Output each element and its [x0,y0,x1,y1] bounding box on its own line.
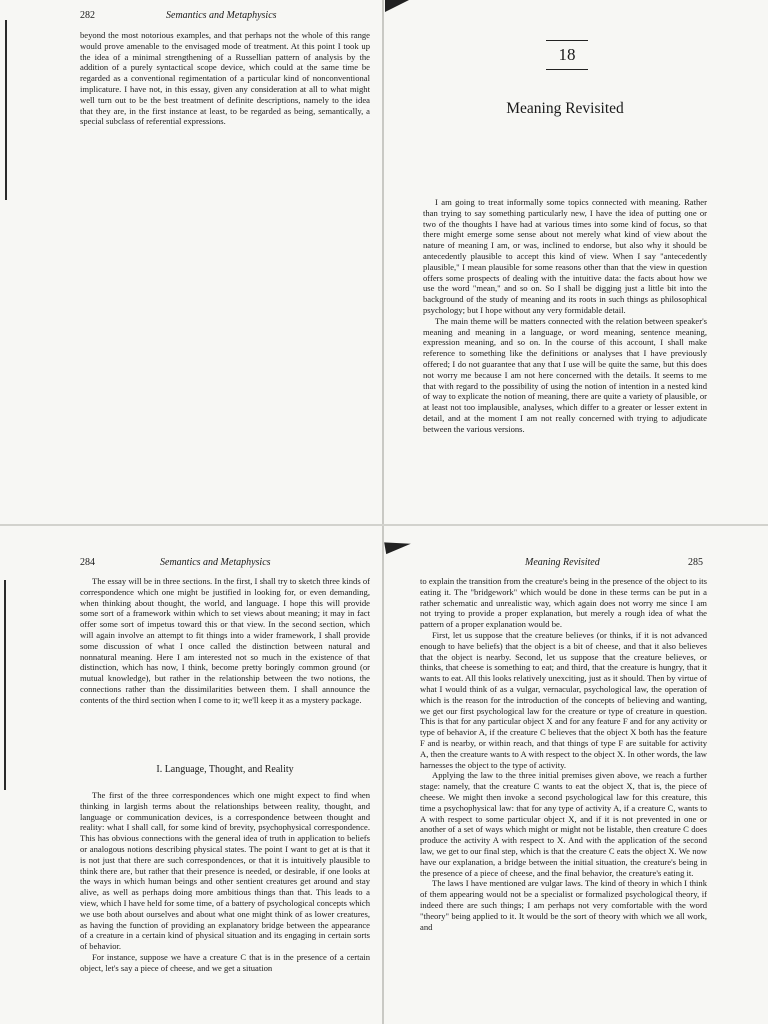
text-column-284a [80,576,370,706]
paragraph: The first of the three correspondences which one might expect to find when thinking in largish terms about the relationships between reality, thought, and language or communication devices, is a correspondence between thought and reality: what I shall call, for some kind of brevity, psychophysical correspondence. This has obvious connections with the general idea of truth in application to beliefs or analogous notions describing physical states. The point I want to get at is that it is not just that there are such correspondences, or that it is intuitively plausible to think there are, but rather that their presence is needed, or desirable, if one looks at the ways in which human beings and other sentient creatures get around and stay alive, as well as perhaps doing more ambitious things than that. This leads to a view, which I have held for some time, of a battery of psychological concepts which we use both about ourselves and about what one might think of as lower creatures, as having the function of providing an explanatory bridge between the appearance of a creature in a certain kind of physical situation and its engaging in certain sorts of behavior. [80,790,370,952]
paragraph: For instance, suppose we have a creature C that is in the presence of a certain object, let's say a piece of cheese, and we get a situation [80,951,370,973]
page-number: 285 [688,557,703,568]
page-number: 284 [80,557,95,568]
paragraph: The laws I have mentioned are vulgar laws. The kind of theory in which I think of them appearing would not be a specialist or formalized psychological theory, if indeed there are such things; I am perhaps not very comfortable with the word "theory" being applied to it. It would be the sort of theory with which we all work, and [420,878,707,932]
running-head [160,557,271,568]
paragraph: to explain the transition from the creature's being in the presence of the object to its eating it. The "bridgework" which would be done in these terms can be put in a rather schematic and unrealistic way, which again does not worry me since I am not trying to provide a proper explanation, but merely a rough idea of what the pattern of a proper explanation would be. [420,576,707,630]
binding-edge-top-left [5,20,7,200]
text-column-282 [80,30,370,127]
paragraph: First, let us suppose that the creature believes (or thinks, if it is not advanced enough to have beliefs) that the object is a bit of cheese, and that it also believes that the object is nearby. Second, let us suppose that the creature believes, or thinks, that cheese is something to eat; and third, that the creature is hungry, that it wants to eat. All this looks relatively unexciting, just as it should. Then by virtue of what I would think of as a vulgar, vernacular, psychological law, the operation of which is the reason for the introduction of the concepts of believing and wanting, we get our first psychological law for the creature or type of creature in question. This is that for any particular object X and for any feature F and for any activity or type of behavior A, if the creature C believes that the object X both has the feature F and is nearby, or within reach, and that things of type F are suitable for activity A, then the creature wants to A with respect to the object X. In other words, the law harnesses the object to the type of activity. [420,629,707,770]
binding-edge-bottom-left [4,580,6,790]
page-number: 282 [80,10,95,21]
running-head [166,10,277,21]
text-column-283 [423,197,707,435]
paragraph: I am going to treat informally some topics connected with meaning. Rather than trying to say something particularly new, I have the idea of putting one or two of the thoughts I have had at various times into some kind of focus, so that there might emerge some sense about not merely what kind of view about the nature of meaning I am, or was, inclined to endorse, but also why it should be antecedently plausible to accept this kind of view. When I say "antecedently plausible," I mean plausible for some reasons other than that the view in question offers some prospects of dealing with the intuitive data: the facts about how we use the word "mean," and so on. So I shall be digging just a little bit into the background of the study of meaning and its roots in such things as philosophical psychology; but I hope without any very formidable detail. [423,197,707,315]
running-head-text: Semantics and Metaphysics [160,557,271,568]
paragraph: The main theme will be matters connected with the relation between speaker's meaning and meaning in a language, or word meaning, sentence meaning, expression meaning, and so on. In the course of this account, I shall make reference to something like the definitions or analyses that I have previously offered; I do not guarantee that any that I use will be quite the same, but this does not worry me because I am not here concerned with the details. It seems to me that with regard to the possibility of using the notion of intention in a nested kind of way to explicate the notion of meaning, there are quite a variety of plausible, or at least not too implausible, analyses, which differ to a greater or lesser extent in detail, and at the moment I am not really concerned with trying to adjudicate between the various versions. [423,315,707,434]
paragraph: The essay will be in three sections. In the first, I shall try to sketch three kinds of correspondence which one might be justified in looking for, or even demanding, when thinking about thought, the world, and language. I hope this will provide some sort of a framework within which to set views about meaning; it may in fact offer some sort of impetus toward this or that view. In the second section, which will again involve an attempt to fit things into a wider framework, I shall provide some discussion of what I once called the distinction between natural and nonnatural meaning. Here I am interested not so much in the existence of that distinction, which has now, I think, become pretty boringly common ground (or mutual knowledge), but rather in the relationship between the two notions, the connections rather than the dissimilarities between them. I shall announce the contents of the third section when I come to it; we'll keep it as a mystery package. [80,576,370,705]
running-head [525,557,600,568]
page-gutter-vertical [382,0,384,1024]
page-header [80,10,95,21]
page-turn-arrow-icon [385,0,409,12]
paragraph: beyond the most notorious examples, and that perhaps not the whole of this range would prove amenable to the envisaged mode of treatment. At this point I took up the idea of a minimal strengthening of a Russellian pattern of analysis by the addition of a purely syntactical scope device, which could at the same time be regarded as a conventional regimentation of a particular kind of nonconventional implicature. I have not, in this essay, given any consideration at all to what might well turn out to be the best treatment of definite descriptions, namely to the idea that they are, in the first instance at least, to be regarded as being, semantically, a special subclass of referential expressions. [80,30,370,127]
section-heading: I. Language, Thought, and Reality [156,764,294,775]
running-head-text: Meaning Revisited [525,557,600,568]
page-header [80,557,95,568]
running-head-text: Semantics and Metaphysics [166,10,277,21]
page-header [688,557,703,568]
chapter-number: 18 [546,40,588,70]
page-gutter-horizontal [0,524,768,526]
paragraph: Applying the law to the three initial premises given above, we reach a further stage: namely, that the creature C wants to eat the object X, that is, the piece of cheese. We might then invoke a second psychological law for this creature, this time a psychophysical law: that for any type of activity A, if a creature C, wants to A with respect to some particular object X, and if it is not prevented in one or another of a set of ways which might or might not be listable, then creature C does produce the activity A with respect to X. And with the application of the second law, we get to our final step, which is that the creature C eats the object X. We now have our explanation, a bridge between the initial situation, the creature's being in the presence of a piece of cheese, and the final behavior, the creature's eating it. [420,770,707,878]
text-column-285 [420,576,707,932]
chapter-title: Meaning Revisited [506,100,624,117]
text-column-284b [80,790,370,974]
